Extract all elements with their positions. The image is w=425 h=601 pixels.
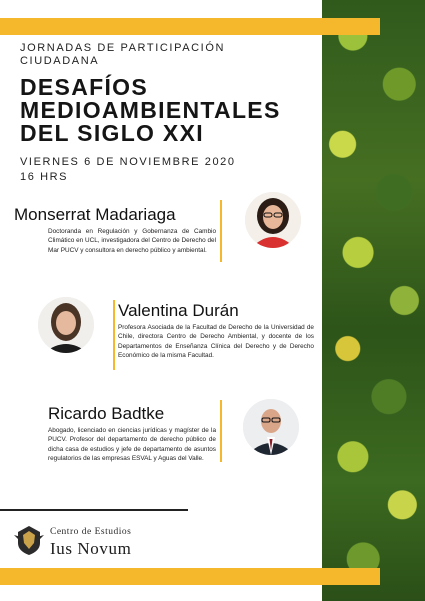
logo-line-1: Centro de Estudios bbox=[50, 527, 132, 537]
speaker-3-bio: Abogado, licenciado en ciencias jurídicas y magíster de la PUCV. Profesor del departamento de derecho público de dicha casa de estudios y jefe de departamento de asuntos regulatorios de las empresas ESVAL y Aguas del Valle. bbox=[48, 427, 216, 463]
speaker-1-divider bbox=[220, 200, 222, 262]
event-title bbox=[20, 76, 320, 145]
logo-line-2: Ius Novum bbox=[50, 539, 132, 558]
bottom-accent-bar bbox=[0, 568, 380, 585]
event-time: 16 HRS bbox=[20, 171, 69, 183]
speaker-2-portrait-icon bbox=[38, 297, 94, 353]
speaker-2-bio: Profesora Asociada de la Facultad de Derecho de la Universidad de Chile, directora Centro de Derecho Ambiental, y docente de los Departamentos de Enseñanza Clínica del Derecho y de Derecho Económico de la misma Facultad. bbox=[118, 324, 314, 360]
event-datetime bbox=[20, 155, 236, 185]
speaker-3-name: Ricardo Badtke bbox=[48, 404, 165, 423]
speaker-1-bio: Doctoranda en Regulación y Gobernanza de Cambio Climático en UCL, investigadora del Centro de Derecho del Mar PUCV y consultora en derecho público y ambiental. bbox=[48, 228, 216, 254]
title-line-2: MEDIOAMBIENTALES bbox=[20, 97, 281, 123]
speaker-3-divider bbox=[220, 400, 222, 462]
event-series-label bbox=[20, 42, 240, 68]
eagle-crest-icon bbox=[12, 523, 46, 557]
forest-aerial-image bbox=[322, 0, 425, 601]
speaker-1-portrait-icon bbox=[245, 192, 301, 248]
speaker-2-name: Valentina Durán bbox=[118, 301, 239, 320]
subtitle-line-1: JORNADAS DE PARTICIPACIÓN bbox=[20, 42, 226, 54]
speaker-2-divider bbox=[113, 300, 115, 370]
speaker-3-photo bbox=[243, 399, 299, 455]
speaker-1-name: Monserrat Madariaga bbox=[14, 205, 176, 224]
footer-separator bbox=[0, 509, 188, 511]
top-accent-bar bbox=[0, 18, 380, 35]
event-date: VIERNES 6 DE NOVIEMBRE 2020 bbox=[20, 156, 236, 168]
title-line-1: DESAFÍOS bbox=[20, 74, 148, 100]
speaker-2-photo bbox=[38, 297, 94, 353]
speaker-3-portrait-icon bbox=[243, 399, 299, 455]
subtitle-line-2: CIUDADANA bbox=[20, 55, 100, 67]
speaker-1-photo bbox=[245, 192, 301, 248]
title-line-3: DEL SIGLO XXI bbox=[20, 120, 204, 146]
